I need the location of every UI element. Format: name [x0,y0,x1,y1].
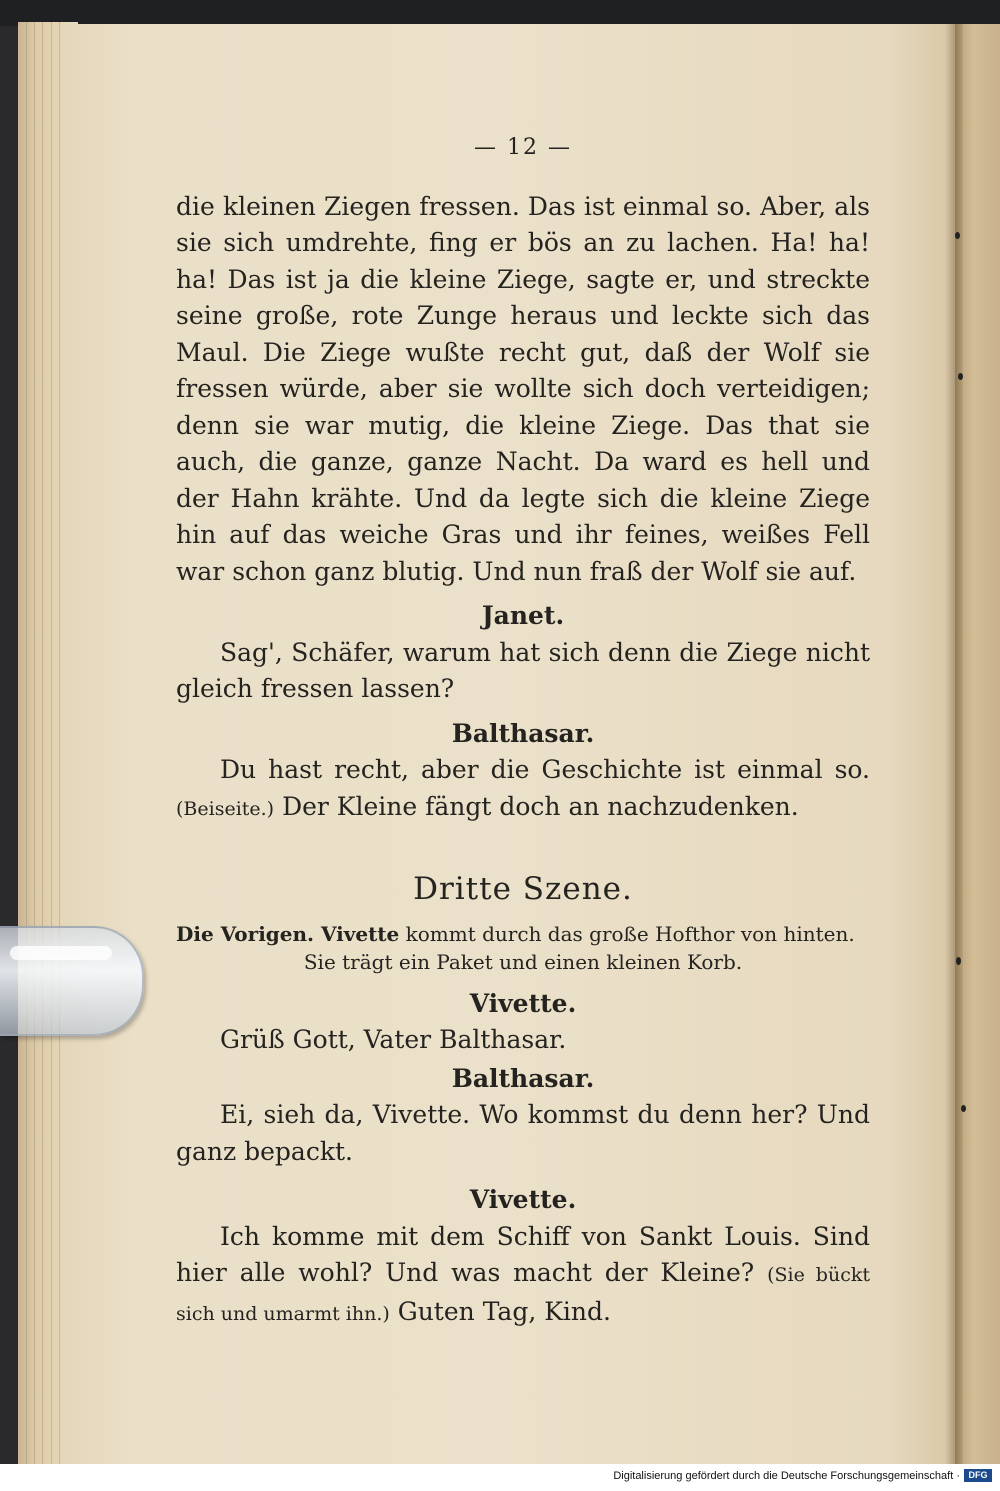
speaker-balthasar: Balthasar. [451,718,595,748]
dialogue-text: Grüß Gott, Vater Balthasar. [220,1025,567,1054]
ink-spot [961,1105,966,1112]
page-clip [0,926,144,1036]
dialogue-text: Guten Tag, Kind. [397,1296,611,1326]
ink-spot [955,232,960,239]
speaker-balthasar: Balthasar. [451,1063,595,1093]
dialogue-text: Ich komme mit dem Schiff von Sankt Louis. Sind hier alle wohl? Und was macht der Kleine? [176,1221,870,1287]
gutter-shadow [945,24,963,1464]
ink-spot [956,957,961,965]
dfg-logo: DFG [964,1469,992,1482]
stage-direction [176,920,870,976]
dialogue-text: Du hast recht, aber die Geschichte ist einmal so. [220,755,870,784]
stage-aside: (Sie bückt sich und umarmt ihn.) [176,1264,871,1325]
scanner-frame [0,0,1000,26]
stage-roles: Die Vorigen. Vivette [176,921,400,946]
page-number: — 12 — [474,135,572,160]
stage-aside: (Beiseite.) [176,797,275,820]
speaker-janet: Janet. [481,601,565,630]
dialogue-text: Ei, sieh da, Vivette. Wo kommst du denn her? Und ganz bepackt. [176,1100,870,1166]
page-text [176,130,870,1332]
scene-title: Dritte Szene. [413,871,633,907]
dialogue-line [176,752,870,827]
dialogue-text: Sag', Schäfer, warum hat sich denn die Ziege nicht gleich fressen lassen? [176,637,870,703]
stage-text: kommt durch das große Hofthor von hinten. [405,921,855,946]
digitization-credit: Digitalisierung gefördert durch die Deutsche Forschungsgemeinschaft · [613,1470,960,1482]
dialogue-line [176,1022,870,1059]
speaker-vivette: Vivette. [469,1185,577,1214]
stage-text: Sie trägt ein Paket und einen kleinen Korb. [303,949,743,974]
speaker-vivette: Vivette. [469,988,577,1018]
dialogue-line [176,1219,870,1333]
dialogue-line [176,635,870,708]
ink-spot [958,373,963,380]
dialogue-text: Der Kleine fängt doch an nachzudenken. [282,791,799,821]
narration-paragraph: die kleinen Ziegen fressen. Das ist einmal so. Aber, als sie sich umdrehte, fing er bös an zu lachen. Ha! ha! ha! Das ist ja die kleine Ziege, sagte er, und streckte seine große, rote Zunge heraus und leckte sich das Maul. Die Ziege wußte recht gut, daß der Wolf sie fressen würde, aber sie wollte sich doch verteidigen; denn sie war mutig, die kleine Ziege. Das that sie auch, die ganze, ganze Nacht. Da ward es hell und der Hahn krähte. Und da legte sich die kleine Ziege hin auf das weiche Gras und ihr feines, weißes Fell war schon ganz blutig. Und nun fraß der Wolf sie auf. [176,191,870,586]
dialogue-line [176,1097,870,1170]
